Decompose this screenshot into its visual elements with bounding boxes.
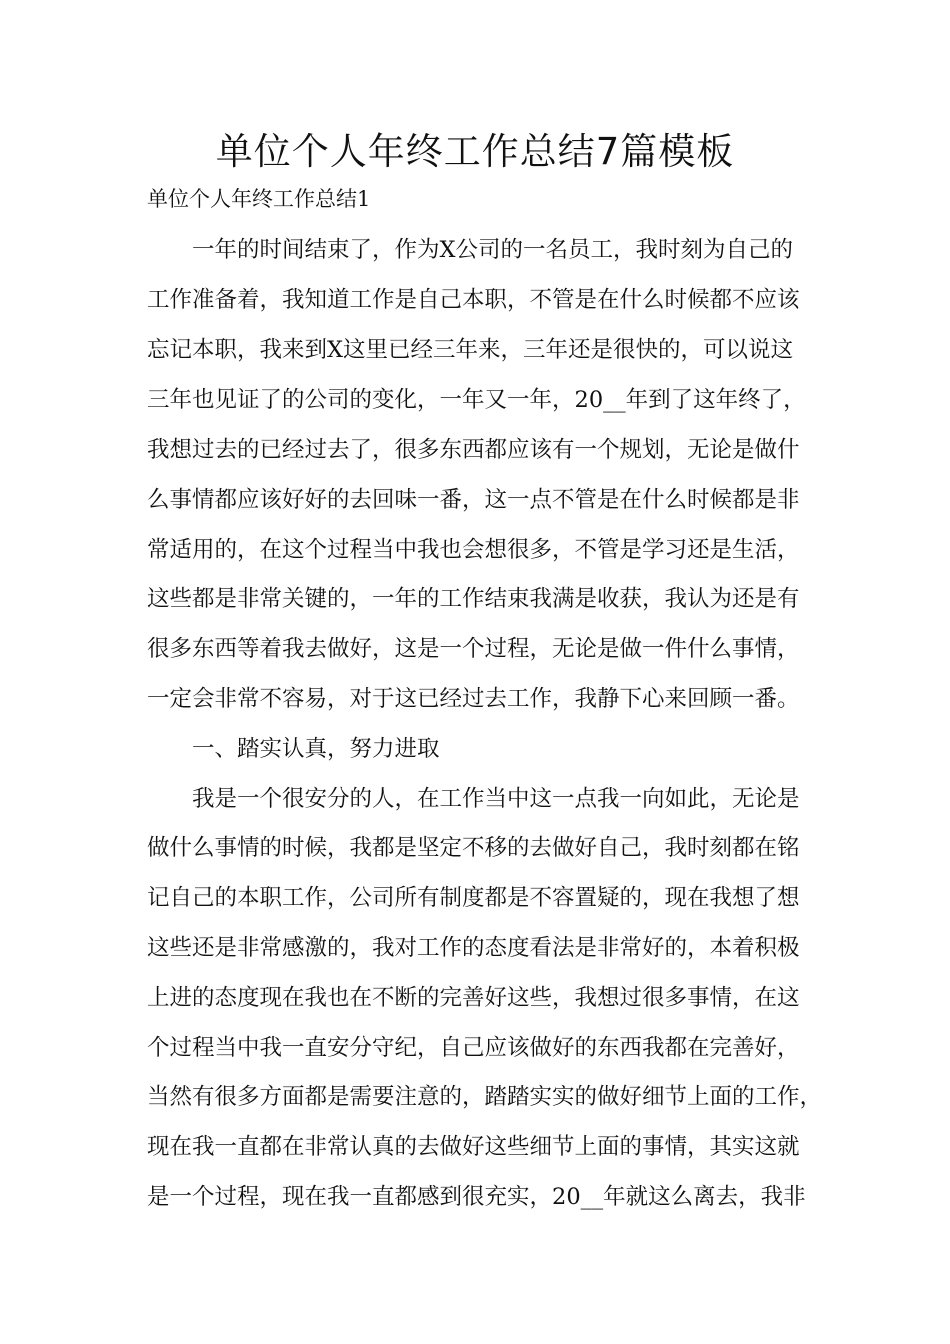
paragraph-line: 上进的态度现在我也在不断的完善好这些，我想过很多事情，在这 [147,985,800,1011]
document-subtitle: 单位个人年终工作总结1 [147,187,371,211]
paragraph-line: 这些还是非常感激的，我对工作的态度看法是非常好的，本着积极 [147,935,800,961]
paragraph-line: 当然有很多方面都是需要注意的，踏踏实实的做好细节上面的工作， [147,1084,823,1110]
paragraph-line: 个过程当中我一直安分守纪，自己应该做好的东西我都在完善好， [147,1035,800,1061]
paragraph-line: 工作准备着，我知道工作是自己本职，不管是在什么时候都不应该 [147,287,800,313]
paragraph-line: 么事情都应该好好的去回味一番，这一点不管是在什么时候都是非 [147,487,800,513]
document-title: 单位个人年终工作总结7篇模板 [215,130,735,173]
paragraph-line: 是一个过程，现在我一直都感到很充实，20__年就这么离去，我非 [147,1184,806,1210]
paragraph-line: 我想过去的已经过去了，很多东西都应该有一个规划，无论是做什 [147,437,800,463]
paragraph-line: 三年也见证了的公司的变化，一年又一年，20__年到了这年终了， [147,387,806,413]
paragraph-line: 一年的时间结束了，作为X公司的一名员工，我时刻为自己的 [192,237,794,263]
paragraph-line: 我是一个很安分的人，在工作当中这一点我一向如此，无论是 [192,786,800,812]
paragraph-line: 记自己的本职工作，公司所有制度都是不容置疑的，现在我想了想 [147,885,800,911]
section-heading: 一、踏实认真，努力进取 [192,736,440,762]
paragraph-line: 一定会非常不容易，对于这已经过去工作，我静下心来回顾一番。 [147,686,800,712]
paragraph-line: 做什么事情的时候，我都是坚定不移的去做好自己，我时刻都在铭 [147,835,800,861]
paragraph-line: 忘记本职，我来到X这里已经三年来，三年还是很快的，可以说这 [147,337,794,363]
paragraph-line: 很多东西等着我去做好，这是一个过程，无论是做一件什么事情， [147,636,800,662]
paragraph-line: 现在我一直都在非常认真的去做好这些细节上面的事情，其实这就 [147,1134,800,1160]
paragraph-line: 这些都是非常关键的，一年的工作结束我满是收获，我认为还是有 [147,586,800,612]
paragraph-line: 常适用的，在这个过程当中我也会想很多，不管是学习还是生活， [147,537,800,563]
